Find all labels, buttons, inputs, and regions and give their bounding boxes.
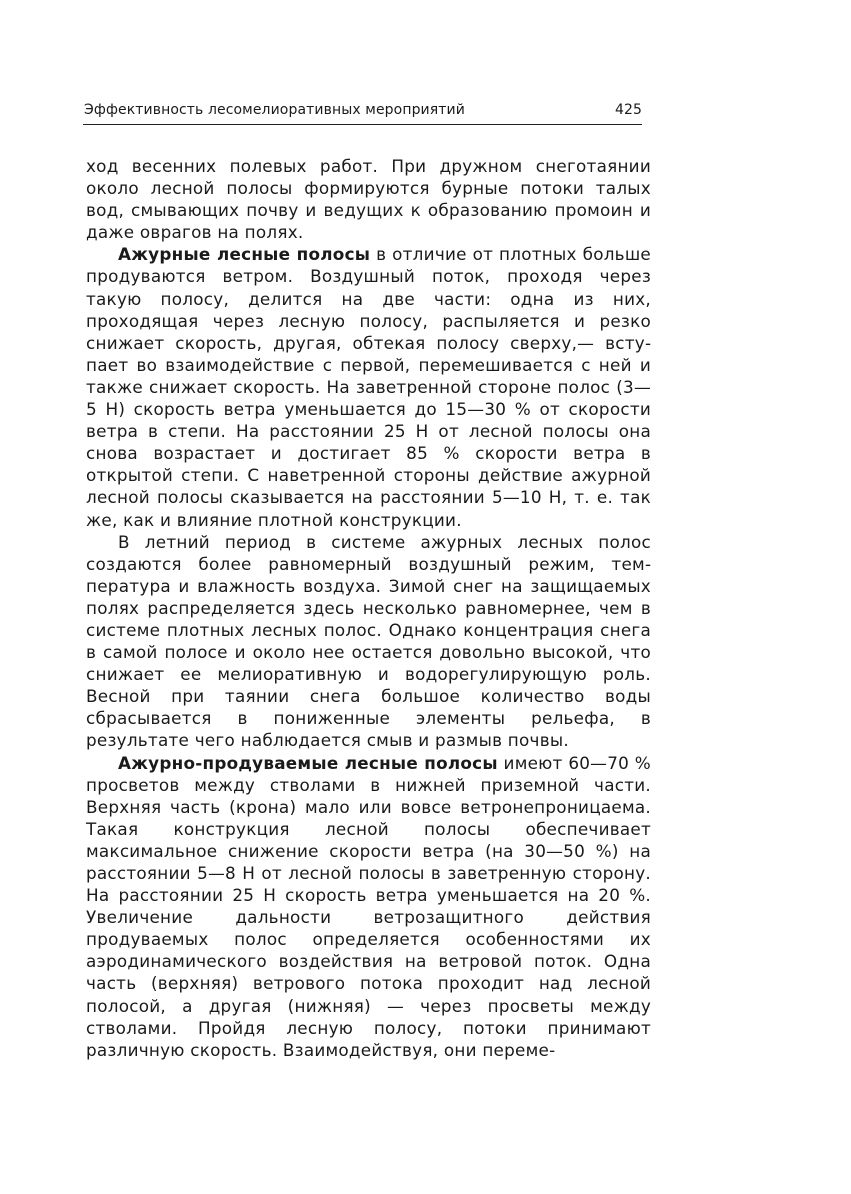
paragraph-1: [86, 155, 651, 243]
paragraph-2-text: в отличие от плотных больше продуваются ветром. Воздушный поток, проходя через такую полосу, делится на две части: одна из них, проходящая через лесную полосу, распыляется и резко снижает скорость, другая, обтекая полосу сверху,— вступает во взаимодействие с первой, перемешивается с ней и также снижает скорость. На заветренной стороне полос (3—5 Н) скорость ветра уменьшается до 15—30 % от скорости ветра в степи. На расстоянии 25 Н от лесной полосы она снова возрастает и достигает 85 % скорости ветра в открытой степи. С наветренной стороны действие ажурной лесной полосы сказывается на расстоянии 5—10 Н, т. е. так же, как и влияние плотной конструкции.: [86, 244, 652, 530]
body-text: [86, 155, 651, 1061]
paragraph-3: [86, 531, 651, 752]
page-header: [83, 100, 642, 125]
paragraph-1-text: ход весенних полевых работ. При дружном снеготаянии около лесной полосы формируются бурные потоки талых вод, смывающих почву и ведущих к образованию промоин и даже оврагов на полях.: [86, 156, 651, 243]
paragraph-4: [86, 752, 651, 1061]
term-ajurnye: Ажурные лесные полосы: [118, 244, 371, 265]
page-number: 425: [614, 102, 642, 118]
paragraph-2: [86, 243, 651, 530]
paragraph-4-text: имеют 60—70 % просветов между стволами в нижней приземной части. Верхняя часть (крона) мало или вовсе ветронепроницаема. Такая конструкция лесной полосы обеспечивает максимальное снижение скорости ветра (на 30—50 %) на расстоянии 5—8 Н от лесной полосы в заветренную сторону. На расстоянии 25 Н скорость ветра уменьшается на 20 %. Увеличение дальности ветрозащитного действия продуваемых полос определяется особенностями их аэродинамического воздействия на ветровой поток. Одна часть (верхняя) ветрового потока проходит над лесной полосой, а другая (нижняя) — через просветы между стволами. Пройдя лесную полосу, потоки принимают различную скорость. Взаимодействуя, они переме-: [86, 752, 651, 1060]
running-head: Эффективность лесомелиоративных мероприятий: [84, 102, 465, 118]
paragraph-3-text: В летний период в системе ажурных лесных полос создаются более равномерный воздушный режим, температура и влажность воздуха. Зимой снег на защищаемых полях распределяется здесь несколько равномернее, чем в системе плотных лесных полос. Однако концентрация снега в самой полосе и около нее остается довольно высокой, что снижает ее мелиоративную и водорегулирующую роль. Весной при таянии снега большое количество воды сбрасывается в пониженные элементы рельефа, в результате чего наблюдается смыв и размыв почвы.: [86, 531, 651, 751]
term-ajurno-produvaemye: Ажурно-продуваемые лесные полосы: [118, 752, 498, 773]
